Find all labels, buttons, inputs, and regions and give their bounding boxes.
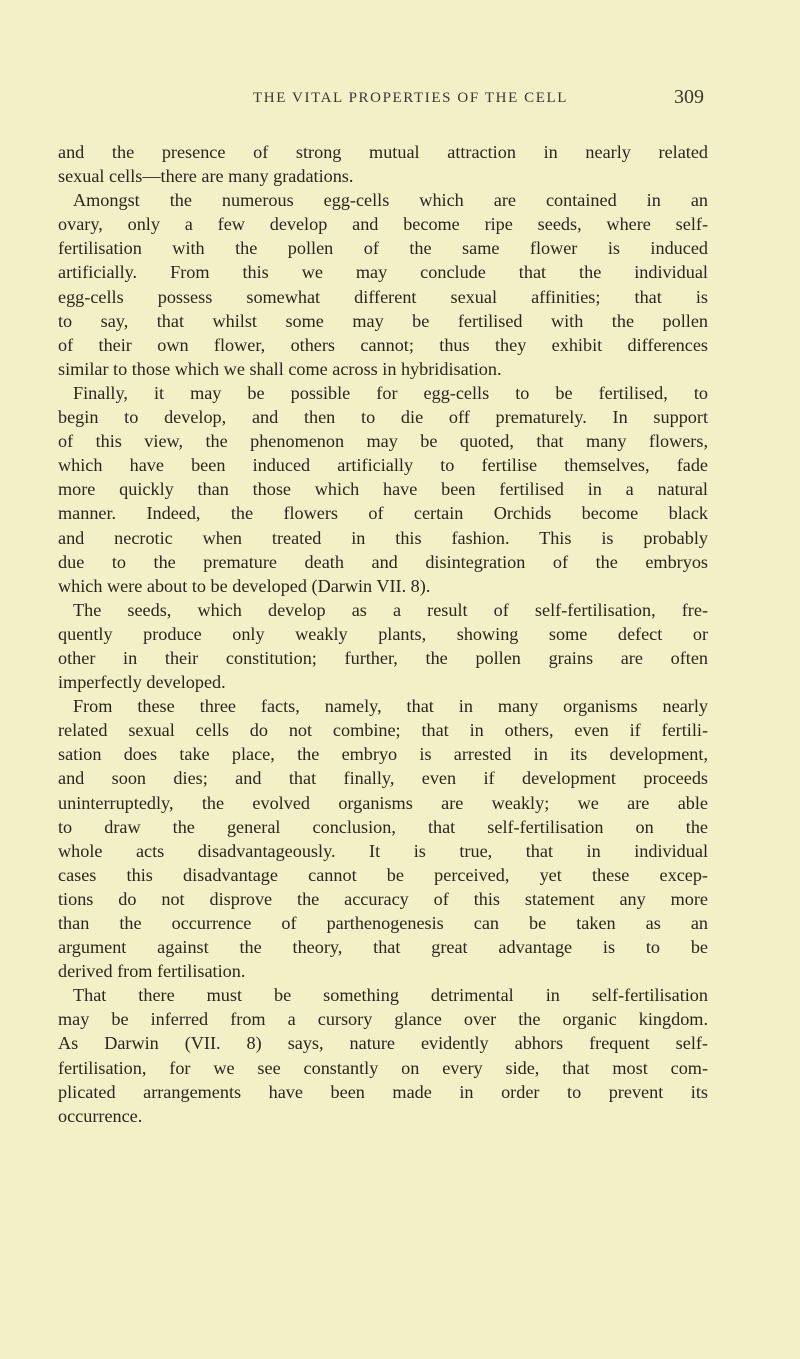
page-number: 309 (674, 86, 704, 108)
text-line: similar to those which we shall come across in hybridisation. (58, 358, 502, 379)
text-line: manner. Indeed, the flowers of certain Orchids become black (58, 503, 708, 524)
text-line: more quickly than those which have been fertilised in a natural (58, 479, 708, 500)
text-line: argument against the theory, that great advantage is to be (58, 937, 708, 958)
text-line: due to the premature death and disintegration of the embryos (58, 551, 708, 572)
text-line: sation does take place, the embryo is arrested in its development, (58, 744, 708, 765)
text-line: ovary, only a few develop and become ripe seeds, where self- (58, 214, 708, 235)
text-line: other in their constitution; further, the pollen grains are often (58, 647, 708, 668)
text-line: Amongst the numerous egg-cells which are contained in an (73, 190, 708, 211)
text-line: plicated arrangements have been made in order to prevent its (58, 1081, 708, 1102)
text-line: occurrence. (58, 1105, 143, 1126)
running-title: THE VITAL PROPERTIES OF THE CELL (253, 90, 569, 106)
text-line: sexual cells—there are many gradations. (58, 166, 354, 187)
text-line: and necrotic when treated in this fashion. This is probably (58, 527, 708, 548)
text-line: than the occurrence of parthenogenesis can be taken as an (58, 913, 708, 933)
text-line: of this view, the phenomenon may be quoted, that many flowers, (58, 431, 708, 452)
text-line: tions do not disprove the accuracy of this statement any more (58, 888, 708, 909)
text-line: derived from fertilisation. (58, 961, 246, 982)
text-line: imperfectly developed. (58, 672, 226, 693)
text-line: That there must be something detrimental in self-fertilisation (73, 985, 708, 1006)
text-line: which were about to be developed (Darwin VII. 8). (58, 575, 431, 596)
text-line: of their own flower, others cannot; thus they exhibit differences (58, 334, 708, 355)
text-line: uninterruptedly, the evolved organisms are weakly; we are able (58, 792, 708, 813)
text-line: may be inferred from a cursory glance over the organic kingdom. (58, 1009, 708, 1030)
page-header (0, 86, 800, 116)
text-line: fertilisation with the pollen of the same flower is induced (58, 238, 708, 259)
text-line: begin to develop, and then to die off prematurely. In support (58, 407, 708, 428)
text-line: and soon dies; and that finally, even if development proceeds (58, 768, 708, 789)
text-line: egg-cells possess somewhat different sexual affinities; that is (58, 286, 708, 307)
text-line: quently produce only weakly plants, showing some defect or (58, 623, 708, 644)
text-line: artificially. From this we may conclude that the individual (58, 262, 708, 283)
text-line: From these three facts, namely, that in many organisms nearly (73, 696, 708, 717)
text-line: Finally, it may be possible for egg-cells to be fertilised, to (73, 382, 708, 403)
text-line: to draw the general conclusion, that self-fertilisation on the (58, 816, 708, 837)
text-line: whole acts disadvantageously. It is true, that in individual (58, 840, 708, 861)
text-line: related sexual cells do not combine; that in others, even if fertili- (58, 720, 708, 741)
text-line: cases this disadvantage cannot be perceived, yet these excep- (58, 864, 708, 885)
text-line: The seeds, which develop as a result of self-fertilisation, fre- (73, 599, 708, 620)
text-line: which have been induced artificially to fertilise themselves, fade (58, 455, 708, 476)
text-line: fertilisation, for we see constantly on every side, that most com- (58, 1057, 708, 1078)
text-line: to say, that whilst some may be fertilised with the pollen (58, 310, 708, 331)
text-line: As Darwin (VII. 8) says, nature evidently abhors frequent self- (58, 1033, 708, 1054)
text-line: and the presence of strong mutual attraction in nearly related (58, 142, 708, 162)
body-text (58, 140, 708, 1128)
